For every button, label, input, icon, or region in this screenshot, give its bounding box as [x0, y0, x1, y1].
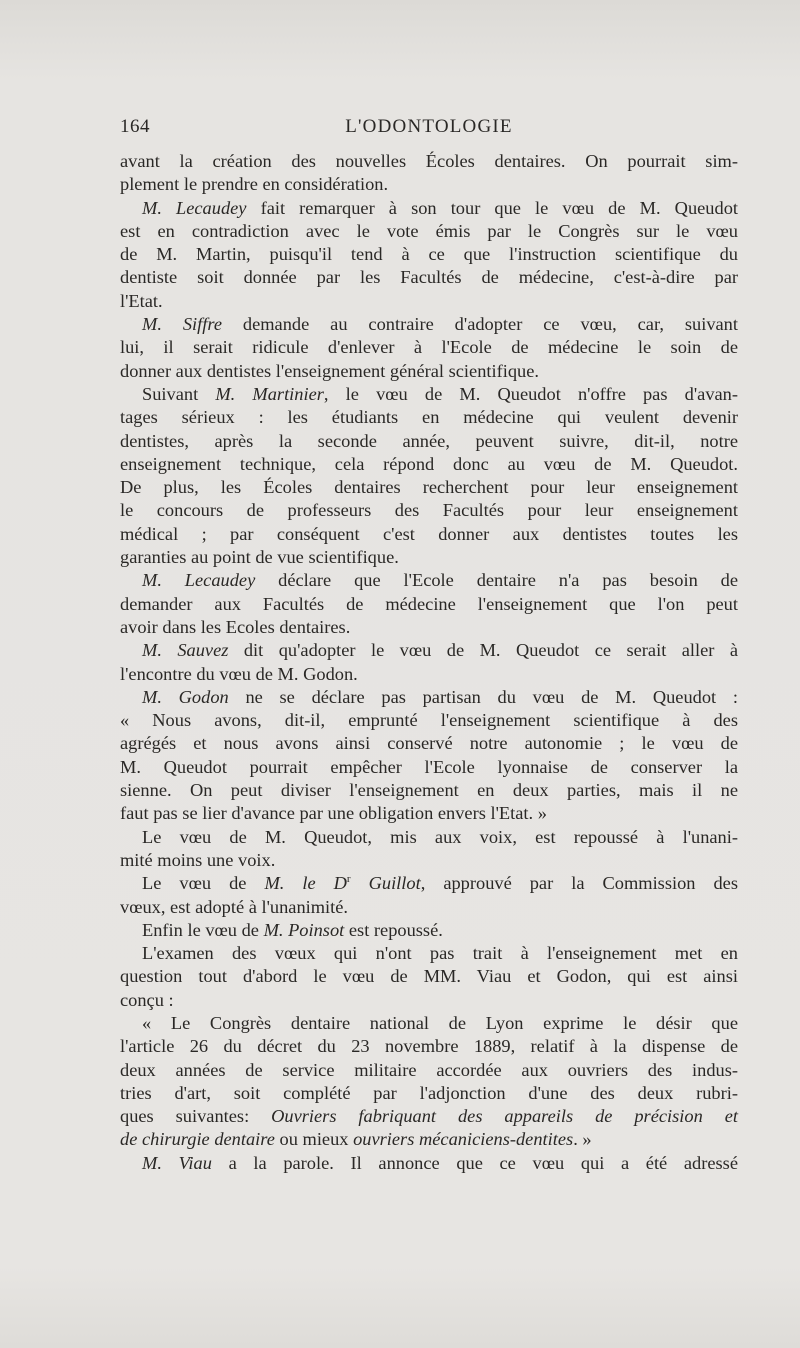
- text-span: l'Etat.: [120, 290, 163, 311]
- text-span: Le vœu de: [142, 873, 265, 894]
- text-span: garanties au point de vue scientifique.: [120, 547, 399, 568]
- text-line: [120, 220, 738, 243]
- text-span: , le vœu de M. Queudot n'offre pas d'avan-: [323, 383, 738, 404]
- italic-name: M. Poinsot: [263, 919, 345, 940]
- text-span: tages sérieux : les étudiants en médecine qui veulent devenir: [120, 407, 738, 428]
- text-line: [120, 150, 738, 173]
- italic-name: Guillot: [350, 873, 421, 894]
- text-line: [120, 1082, 738, 1105]
- italic-name: ouvriers mécaniciens-dentites: [353, 1129, 574, 1150]
- italic-name: de chirurgie dentaire: [120, 1129, 275, 1150]
- italic-name: M. Sauvez: [142, 640, 229, 661]
- text-span: médical ; par conséquent c'est donner aux dentistes toutes les: [120, 523, 738, 544]
- text-span: mité moins une voix.: [120, 849, 276, 870]
- italic-name: M. Lecaudey: [142, 570, 256, 591]
- running-title: L'ODONTOLOGIE: [345, 116, 513, 137]
- text-line: [120, 849, 738, 872]
- body-text: [120, 150, 738, 1175]
- text-line: [120, 1035, 738, 1058]
- page-number: 164: [120, 116, 150, 137]
- text-line: [120, 709, 738, 732]
- text-span: ou mieux: [274, 1129, 354, 1150]
- text-line: [120, 430, 738, 453]
- text-span: avoir dans les Ecoles dentaires.: [120, 616, 351, 637]
- text-line: [120, 476, 738, 499]
- text-span: faut pas se lier d'avance par une obligation envers l'Etat. »: [120, 803, 547, 824]
- text-span: fait remarquer à son tour que le vœu de M. Queudot: [246, 197, 738, 218]
- italic-name: Ouvriers fabriquant des appareils de précision et: [271, 1106, 738, 1127]
- text-span: , approuvé par la Commission des: [420, 873, 739, 894]
- text-line: [120, 569, 738, 592]
- text-line: [120, 406, 738, 429]
- text-line: [120, 639, 738, 662]
- text-span: donner aux dentistes l'enseignement général scientifique.: [120, 360, 540, 381]
- text-span: déclare que l'Ecole dentaire n'a pas besoin de: [255, 570, 738, 591]
- text-span: L'examen des vœux qui n'ont pas trait à l'enseignement met en: [142, 943, 738, 964]
- text-line: [120, 313, 738, 336]
- text-span: sienne. On peut diviser l'enseignement en deux parties, mais il ne: [120, 780, 738, 801]
- text-line: [120, 1128, 738, 1151]
- italic-name: M. Martinier: [215, 383, 324, 404]
- text-span: demande au contraire d'adopter ce vœu, car, suivant: [221, 314, 738, 335]
- text-line: [120, 1152, 738, 1175]
- text-span: le concours de professeurs des Facultés pour leur enseignement: [120, 500, 738, 521]
- text-line: [120, 616, 738, 639]
- text-span: dentistes, après la seconde année, peuvent suivre, dit-il, notre: [120, 430, 738, 451]
- text-line: [120, 243, 738, 266]
- text-line: [120, 593, 738, 616]
- italic-name: M. Siffre: [142, 314, 222, 335]
- text-span: . »: [573, 1129, 592, 1150]
- text-line: [120, 383, 738, 406]
- text-span: avant la création des nouvelles Écoles dentaires. On pourrait sim-: [120, 151, 738, 171]
- text-span: Enfin le vœu de: [142, 919, 264, 940]
- text-span: M. Queudot pourrait empêcher l'Ecole lyonnaise de conserver la: [120, 756, 738, 777]
- text-span: conçu :: [120, 989, 174, 1010]
- text-line: [120, 523, 738, 546]
- text-span: tries d'art, soit complété par l'adjonction d'une des deux rubri-: [120, 1082, 738, 1103]
- page-header: [120, 116, 738, 142]
- text-line: [120, 732, 738, 755]
- text-span: « Le Congrès dentaire national de Lyon exprime le désir que: [142, 1012, 738, 1033]
- text-line: [120, 686, 738, 709]
- text-line: [120, 872, 738, 895]
- text-line: [120, 197, 738, 220]
- text-span: a la parole. Il annonce que ce vœu qui a été adressé: [211, 1152, 738, 1173]
- text-span: lui, il serait ridicule d'enlever à l'Ecole de médecine le soin de: [120, 337, 738, 358]
- text-line: [120, 779, 738, 802]
- text-span: l'article 26 du décret du 23 novembre 1889, relatif à la dispense de: [120, 1036, 738, 1057]
- italic-name: M. le D: [264, 873, 347, 894]
- text-span: Suivant: [142, 383, 216, 404]
- text-line: [120, 546, 738, 569]
- text-span: De plus, les Écoles dentaires recherchent pour leur enseignement: [120, 477, 738, 498]
- text-line: [120, 1012, 738, 1035]
- italic-name: M. Godon: [142, 686, 229, 707]
- text-span: Le vœu de M. Queudot, mis aux voix, est repoussé à l'unani-: [142, 826, 738, 847]
- text-span: demander aux Facultés de médecine l'enseignement que l'on peut: [120, 593, 738, 614]
- text-line: [120, 1105, 738, 1128]
- text-span: plement le prendre en considération.: [120, 174, 389, 195]
- text-span: est en contradiction avec le vote émis par le Congrès sur le vœu: [120, 220, 738, 241]
- text-line: [120, 336, 738, 359]
- text-span: est repoussé.: [344, 919, 443, 940]
- text-line: [120, 896, 738, 919]
- text-line: [120, 989, 738, 1012]
- text-line: [120, 756, 738, 779]
- text-span: question tout d'abord le vœu de MM. Viau et Godon, qui est ainsi: [120, 966, 738, 987]
- text-span: l'encontre du vœu de M. Godon.: [120, 663, 358, 684]
- text-span: enseignement technique, cela répond donc au vœu de M. Queudot.: [120, 453, 738, 474]
- text-line: [120, 965, 738, 988]
- text-line: [120, 499, 738, 522]
- text-line: [120, 290, 738, 313]
- text-line: [120, 826, 738, 849]
- text-line: [120, 942, 738, 965]
- superscript: r: [346, 873, 351, 886]
- text-span: ne se déclare pas partisan du vœu de M. Queudot :: [228, 686, 738, 707]
- text-span: dit qu'adopter le vœu de M. Queudot ce serait aller à: [228, 640, 738, 661]
- text-line: [120, 1059, 738, 1082]
- text-span: ques suivantes:: [120, 1106, 272, 1127]
- text-line: [120, 266, 738, 289]
- text-line: [120, 802, 738, 825]
- text-span: « Nous avons, dit-il, emprunté l'enseignement scientifique à des: [120, 710, 738, 731]
- text-span: de M. Martin, puisqu'il tend à ce que l'instruction scientifique du: [120, 244, 738, 265]
- text-line: [120, 360, 738, 383]
- text-line: [120, 919, 738, 942]
- text-span: deux années de service militaire accordée aux ouvriers des indus-: [120, 1059, 738, 1080]
- text-span: agrégés et nous avons ainsi conservé notre autonomie ; le vœu de: [120, 733, 738, 754]
- text-line: [120, 173, 738, 196]
- text-line: [120, 453, 738, 476]
- italic-name: M. Viau: [142, 1152, 212, 1173]
- italic-name: M. Lecaudey: [142, 197, 247, 218]
- text-span: dentiste soit donnée par les Facultés de médecine, c'est-à-dire par: [120, 267, 738, 288]
- text-span: vœux, est adopté à l'unanimité.: [120, 896, 349, 917]
- text-line: [120, 663, 738, 686]
